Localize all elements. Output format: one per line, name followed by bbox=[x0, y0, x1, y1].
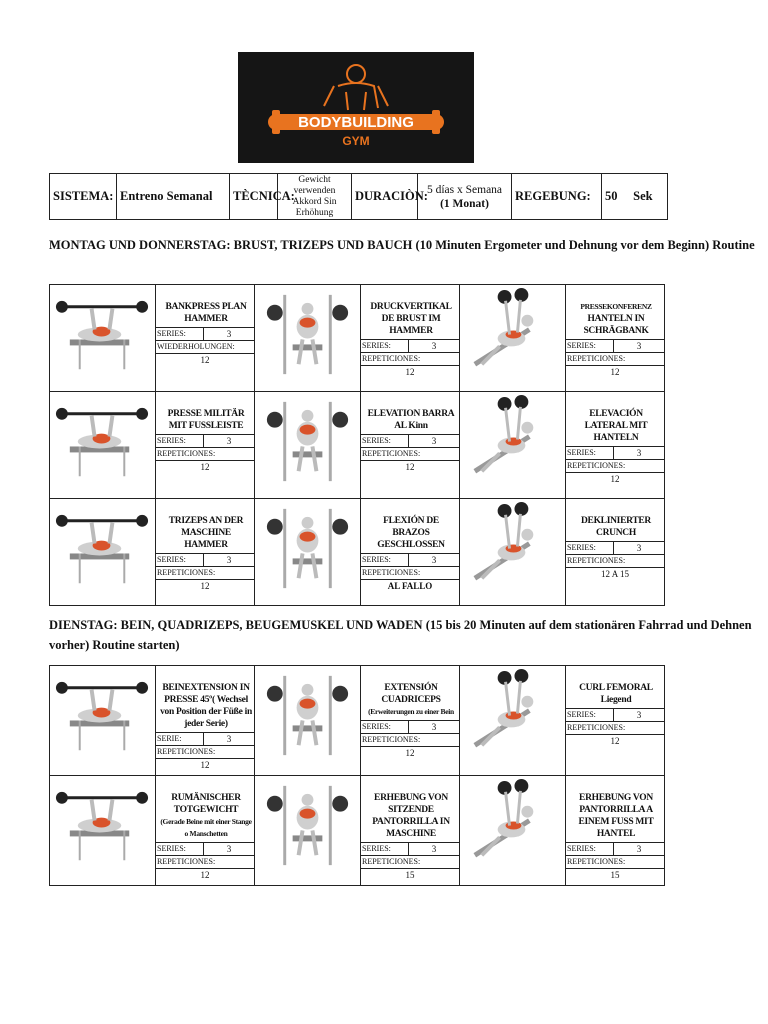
info-table bbox=[49, 173, 668, 220]
reps-label: REPETICIONES: bbox=[566, 855, 664, 868]
series-label: SERIES: bbox=[566, 843, 614, 855]
series-value: 3 bbox=[226, 329, 232, 339]
tecnica-value: Gewicht verwenden Akkord Sin Erhöhung bbox=[278, 174, 352, 220]
exercise-title: ERHEBUNG VON PANTORRILLA A EINEM FUSS MIT HANTEL bbox=[578, 793, 654, 839]
series-label: SERIES: bbox=[156, 328, 204, 340]
exercise-title: DRUCKVERTIKAL DE BRUST IM HAMMER bbox=[370, 302, 452, 336]
exercise-info bbox=[566, 666, 665, 776]
reps-label: REPETICIONES: bbox=[156, 566, 254, 579]
exercise-row bbox=[50, 776, 665, 886]
series-value: 3 bbox=[431, 844, 437, 854]
day1-exercise-grid bbox=[49, 284, 665, 606]
reps-label: REPETICIONES: bbox=[361, 352, 459, 365]
series-label: SERIES: bbox=[156, 843, 204, 855]
exercise-title: ERHEBUNG VON SITZENDE PANTORRILLA IN MASCHINE bbox=[372, 793, 450, 839]
series-value: 3 bbox=[636, 543, 642, 553]
exercise-row bbox=[50, 285, 665, 392]
series-label: SERIES: bbox=[566, 340, 614, 352]
series-value: 3 bbox=[226, 844, 232, 854]
decline-crunch-icon bbox=[460, 499, 566, 606]
reps-value: 12 bbox=[156, 868, 254, 881]
exercise-info bbox=[566, 392, 665, 499]
duracion-value bbox=[418, 174, 512, 220]
exercise-info bbox=[361, 499, 460, 606]
reps-value: 12 bbox=[566, 734, 664, 747]
exercise-name bbox=[566, 392, 664, 446]
series-label: SERIES: bbox=[566, 447, 614, 459]
romanian-deadlift-icon bbox=[50, 776, 156, 886]
exercise-row bbox=[50, 499, 665, 606]
regebung-label: REGEBUNG: bbox=[512, 174, 602, 220]
regebung-value bbox=[602, 174, 668, 220]
exercise-name bbox=[566, 666, 664, 708]
regebung-unit: Sek bbox=[633, 189, 653, 203]
reps-value: 15 bbox=[361, 868, 459, 881]
series-label: SERIES: bbox=[156, 554, 204, 566]
series-label: SERIES: bbox=[566, 709, 614, 721]
reps-label: REPETICIONES: bbox=[566, 721, 664, 734]
exercise-title: HANTELN IN SCHRÄGBANK bbox=[583, 314, 649, 336]
lying-leg-curl-icon bbox=[460, 666, 566, 776]
upright-row-icon bbox=[255, 392, 361, 499]
duracion-value-2: (1 Monat) bbox=[440, 197, 489, 210]
reps-label: REPETICIONES: bbox=[566, 352, 664, 365]
exercise-sub: PRESSEKONFERENZ bbox=[580, 302, 652, 311]
exercise-title: BEINEXTENSION IN PRESSE 45º( Wechsel von Position der Füße in jeder Serie) bbox=[160, 683, 252, 729]
exercise-info bbox=[156, 285, 255, 392]
reps-label: REPETICIONES: bbox=[566, 554, 664, 567]
reps-label: REPETICIONES: bbox=[156, 745, 254, 758]
series-label: SERIES: bbox=[361, 435, 409, 447]
series-value: 3 bbox=[431, 436, 437, 446]
series-label: SERIES: bbox=[361, 843, 409, 855]
series-value: 3 bbox=[226, 436, 232, 446]
exercise-info bbox=[156, 499, 255, 606]
reps-label: REPETICIONES: bbox=[566, 459, 664, 472]
exercise-info bbox=[566, 776, 665, 886]
duracion-label: DURACIÒN: bbox=[352, 174, 418, 220]
triceps-machine-icon bbox=[50, 499, 156, 606]
gym-logo bbox=[238, 52, 474, 163]
exercise-name bbox=[566, 499, 664, 541]
exercise-info bbox=[156, 392, 255, 499]
series-value: 3 bbox=[636, 710, 642, 720]
exercise-title: RUMÄNISCHER TOTGEWICHT bbox=[171, 793, 241, 815]
lateral-raise-icon bbox=[460, 392, 566, 499]
exercise-info bbox=[361, 666, 460, 776]
series-value: 3 bbox=[431, 341, 437, 351]
series-value: 3 bbox=[431, 555, 437, 565]
reps-value: 12 bbox=[361, 365, 459, 378]
exercise-sub: (Gerade Beine mit einer Stange o Manschetten bbox=[160, 817, 252, 838]
reps-value: 12 bbox=[361, 460, 459, 473]
series-value: 3 bbox=[636, 844, 642, 854]
exercise-row bbox=[50, 666, 665, 776]
day1-heading: MONTAG UND DONNERSTAG: BRUST, TRIZEPS UND BAUCH (10 Minuten Ergometer und Dehnung vor dem Beginn) Routine bbox=[49, 238, 755, 252]
reps-label: REPETICIONES: bbox=[361, 447, 459, 460]
exercise-title: EXTENSIÓN CUADRICEPS bbox=[381, 683, 441, 705]
logo-brand: BODYBUILDING bbox=[298, 114, 414, 131]
reps-label: WIEDERHOLUNGEN: bbox=[156, 340, 254, 353]
exercise-name bbox=[156, 285, 254, 327]
duracion-value-1: 5 días x Semana bbox=[426, 183, 503, 196]
series-value: 3 bbox=[636, 341, 642, 351]
chest-press-machine-icon bbox=[255, 285, 361, 392]
exercise-title: CURL FEMORAL Liegend bbox=[579, 683, 653, 705]
exercise-info bbox=[156, 776, 255, 886]
reps-value: 12 bbox=[156, 579, 254, 592]
reps-value: 12 bbox=[566, 365, 664, 378]
day2-heading: DIENSTAG: BEIN, QUADRIZEPS, BEUGEMUSKEL UND WADEN (15 bis 20 Minuten auf dem stationären Fahrrad und Dehnen vorher) Routine starten) bbox=[49, 618, 752, 652]
reps-value: 12 bbox=[156, 353, 254, 366]
bench-press-icon bbox=[50, 285, 156, 392]
exercise-name bbox=[361, 776, 459, 842]
reps-value: 15 bbox=[566, 868, 664, 881]
exercise-title: ELEVATION BARRA AL Kinn bbox=[367, 409, 455, 431]
exercise-name bbox=[361, 499, 459, 553]
series-value: 3 bbox=[226, 734, 232, 744]
exercise-name bbox=[566, 776, 664, 842]
exercise-title: ELEVACIÓN LATERAL MIT HANTELN bbox=[584, 409, 648, 443]
exercise-name bbox=[361, 285, 459, 339]
exercise-title: TRIZEPS AN DER MASCHINE HAMMER bbox=[168, 516, 244, 550]
series-label: SERIES: bbox=[361, 721, 409, 733]
exercise-info bbox=[156, 666, 255, 776]
tecnica-label: TÈCNICA: bbox=[230, 174, 278, 220]
reps-label: REPETICIONES: bbox=[361, 855, 459, 868]
reps-value: 12 A 15 bbox=[566, 567, 664, 580]
exercise-title: FLEXIÓN DE BRAZOS GESCHLOSSEN bbox=[377, 516, 445, 550]
exercise-name bbox=[156, 499, 254, 553]
regebung-number: 50 bbox=[605, 189, 618, 203]
military-press-icon bbox=[50, 392, 156, 499]
exercise-info bbox=[566, 499, 665, 606]
exercise-info bbox=[361, 776, 460, 886]
reps-value: 12 bbox=[566, 472, 664, 485]
series-label: SERIES: bbox=[361, 554, 409, 566]
leg-extension-icon bbox=[255, 666, 361, 776]
series-label: SERIES: bbox=[361, 340, 409, 352]
reps-value: 12 bbox=[156, 460, 254, 473]
reps-label: REPETICIONES: bbox=[156, 855, 254, 868]
push-up-icon bbox=[255, 499, 361, 606]
exercise-row bbox=[50, 392, 665, 499]
series-label: SERIES: bbox=[566, 542, 614, 554]
exercise-title: BANKPRESS PLAN HAMMER bbox=[165, 302, 247, 324]
reps-label: REPETICIONES: bbox=[361, 733, 459, 746]
day2-exercise-grid bbox=[49, 665, 665, 886]
single-leg-calf-raise-icon bbox=[460, 776, 566, 886]
reps-label: REPETICIONES: bbox=[156, 447, 254, 460]
exercise-name bbox=[156, 392, 254, 434]
exercise-sub: (Erweiterungen zu einer Bein bbox=[368, 707, 454, 716]
exercise-name bbox=[361, 392, 459, 434]
series-label: SERIES: bbox=[156, 435, 204, 447]
sistema-label: SISTEMA: bbox=[50, 174, 117, 220]
reps-value: 12 bbox=[361, 746, 459, 759]
reps-value: AL FALLO bbox=[361, 579, 459, 592]
reps-value: 12 bbox=[156, 758, 254, 771]
exercise-title: DEKLINIERTER CRUNCH bbox=[581, 516, 651, 538]
incline-dumbbell-press-icon bbox=[460, 285, 566, 392]
exercise-title: PRESSE MILITÄR MIT FUSSLEISTE bbox=[167, 409, 245, 431]
series-value: 3 bbox=[636, 448, 642, 458]
exercise-info bbox=[361, 285, 460, 392]
exercise-info bbox=[566, 285, 665, 392]
sistema-value: Entreno Semanal bbox=[117, 174, 230, 220]
series-value: 3 bbox=[431, 722, 437, 732]
exercise-info bbox=[361, 392, 460, 499]
seated-calf-raise-icon bbox=[255, 776, 361, 886]
leg-press-icon bbox=[50, 666, 156, 776]
exercise-name bbox=[156, 666, 254, 732]
exercise-name bbox=[156, 776, 254, 842]
reps-label: REPETICIONES: bbox=[361, 566, 459, 579]
exercise-name bbox=[361, 666, 459, 720]
exercise-name bbox=[566, 285, 664, 339]
logo-sub: GYM bbox=[342, 134, 370, 148]
series-value: 3 bbox=[226, 555, 232, 565]
series-label: SERIE: bbox=[156, 733, 204, 745]
